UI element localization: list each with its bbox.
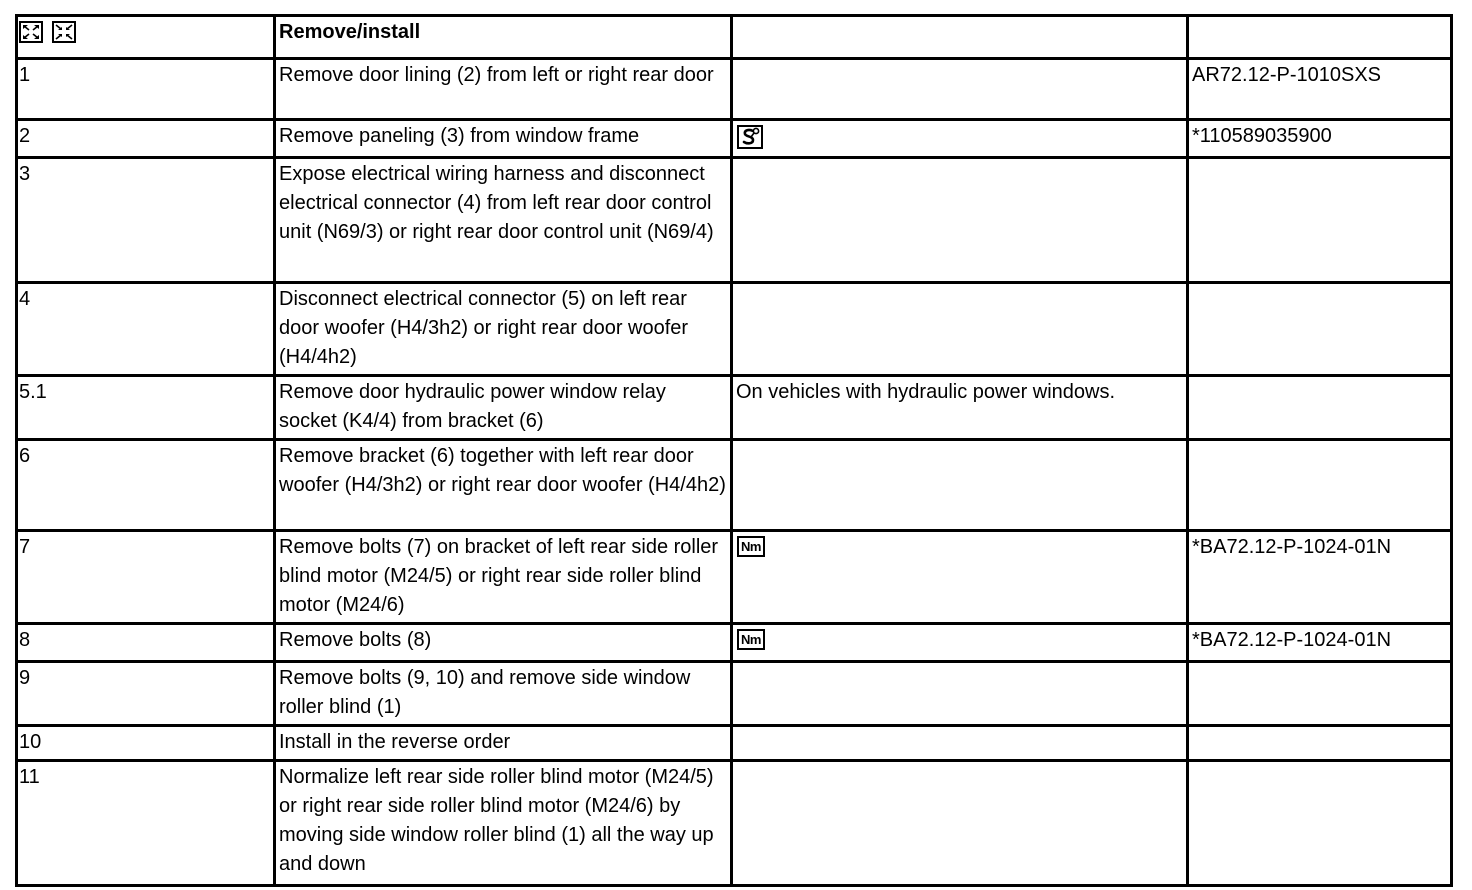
table-row — [17, 662, 1452, 726]
torque-value-icon[interactable]: Nm — [737, 629, 765, 650]
step-text: Remove door hydraulic power window relay socket (K4/4) from bracket (6) — [275, 376, 732, 440]
step-note — [732, 624, 1188, 662]
step-reference-link[interactable]: *BA72.12-P-1024-01N — [1188, 624, 1452, 662]
step-number: 10 — [17, 726, 275, 761]
table-row — [17, 531, 1452, 624]
table-row — [17, 120, 1452, 158]
step-reference — [1188, 662, 1452, 726]
table-row — [17, 726, 1452, 761]
step-number: 2 — [17, 120, 275, 158]
step-text: Install in the reverse order — [275, 726, 732, 761]
step-note — [732, 726, 1188, 761]
step-text: Remove paneling (3) from window frame — [275, 120, 732, 158]
step-text: Remove bolts (9, 10) and remove side window roller blind (1) — [275, 662, 732, 726]
step-text: Normalize left rear side roller blind motor (M24/5) or right rear side roller blind motor (M24/6) by moving side window roller blind (1) all the way up and down — [275, 761, 732, 886]
step-text: Remove bolts (8) — [275, 624, 732, 662]
step-note — [732, 59, 1188, 120]
step-note — [732, 158, 1188, 283]
step-text: Remove bracket (6) together with left rear door woofer (H4/3h2) or right rear door woofer (H4/4h2) — [275, 440, 732, 531]
table-header-row — [17, 16, 1452, 59]
step-reference — [1188, 158, 1452, 283]
table-row — [17, 440, 1452, 531]
table-row — [17, 376, 1452, 440]
step-text: Expose electrical wiring harness and disconnect electrical connector (4) from left rear door control unit (N69/3) or right rear door control unit (N69/4) — [275, 158, 732, 283]
step-reference-link[interactable]: AR72.12-P-1010SXS — [1188, 59, 1452, 120]
toolbar-cell — [17, 16, 275, 59]
step-number: 5.1 — [17, 376, 275, 440]
expand-arrows-icon[interactable] — [19, 21, 43, 43]
collapse-arrows-icon[interactable] — [52, 21, 76, 43]
step-reference — [1188, 761, 1452, 886]
step-reference — [1188, 376, 1452, 440]
torque-value-icon[interactable]: Nm — [737, 536, 765, 557]
table-row — [17, 283, 1452, 376]
step-note — [732, 120, 1188, 158]
table-row — [17, 59, 1452, 120]
step-number: 8 — [17, 624, 275, 662]
step-note — [732, 662, 1188, 726]
procedure-table — [15, 14, 1453, 887]
step-text: Disconnect electrical connector (5) on left rear door woofer (H4/3h2) or right rear door woofer (H4/4h2) — [275, 283, 732, 376]
step-note: On vehicles with hydraulic power windows. — [732, 376, 1188, 440]
special-tool-icon[interactable] — [737, 125, 763, 149]
header-ref-cell — [1188, 16, 1452, 59]
step-reference — [1188, 283, 1452, 376]
step-note — [732, 283, 1188, 376]
step-note — [732, 531, 1188, 624]
table-row — [17, 761, 1452, 886]
table-row — [17, 158, 1452, 283]
step-reference-link[interactable]: *110589035900 — [1188, 120, 1452, 158]
step-reference-link[interactable]: *BA72.12-P-1024-01N — [1188, 531, 1452, 624]
step-reference — [1188, 726, 1452, 761]
step-text: Remove bolts (7) on bracket of left rear side roller blind motor (M24/5) or right rear side roller blind motor (M24/6) — [275, 531, 732, 624]
step-number: 4 — [17, 283, 275, 376]
step-note — [732, 761, 1188, 886]
step-number: 11 — [17, 761, 275, 886]
step-number: 1 — [17, 59, 275, 120]
table-row — [17, 624, 1452, 662]
header-note-cell — [732, 16, 1188, 59]
step-reference — [1188, 440, 1452, 531]
header-title: Remove/install — [275, 16, 732, 59]
step-number: 7 — [17, 531, 275, 624]
step-text: Remove door lining (2) from left or right rear door — [275, 59, 732, 120]
step-number: 9 — [17, 662, 275, 726]
step-number: 6 — [17, 440, 275, 531]
step-note — [732, 440, 1188, 531]
step-number: 3 — [17, 158, 275, 283]
